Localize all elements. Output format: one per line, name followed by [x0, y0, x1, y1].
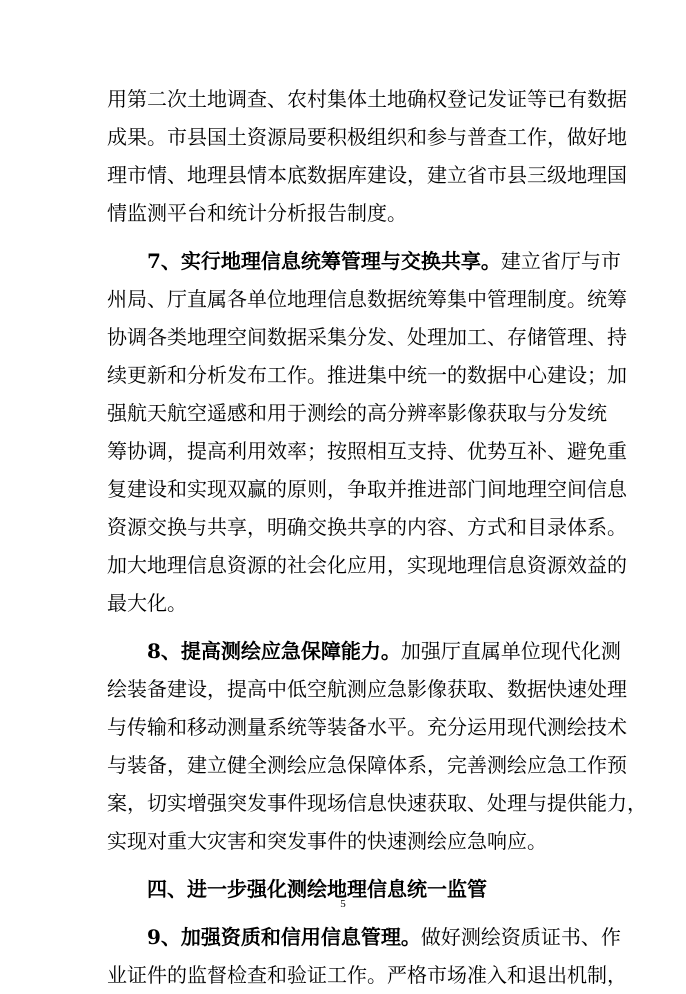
text-line: 最大化。	[107, 591, 187, 615]
text-line: 筹协调，提高利用效率；按照相互支持、优势互补、避免重	[107, 439, 627, 463]
text-line: 绘装备建设，提高中低空航测应急影像获取、数据快速处理	[107, 677, 627, 701]
text-line: 案，切实增强突发事件现场信息快速获取、处理与提供能力，	[107, 791, 647, 815]
text-line: 加大地理信息资源的社会化应用，实现地理信息资源效益的	[107, 553, 627, 577]
paragraph-land-survey-continuation	[107, 80, 627, 232]
text-line: 与装备，建立健全测绘应急保障体系，完善测绘应急工作预	[107, 753, 627, 777]
text-line: 理市情、地理县情本底数据库建设，建立省市县三级地理国	[107, 163, 627, 187]
text-line: 强航天航空遥感和用于测绘的高分辨率影像获取与分发统	[107, 401, 607, 425]
text-line: 情监测平台和统计分析报告制度。	[107, 201, 407, 225]
text-line: 州局、厅直属各单位地理信息数据统筹集中管理制度。统筹	[107, 287, 627, 311]
paragraph-item-8	[107, 632, 647, 860]
text-line: 与传输和移动测量系统等装备水平。充分运用现代测绘技术	[107, 715, 627, 739]
page-number: 5	[340, 898, 346, 910]
text-line: 协调各类地理空间数据采集分发、处理加工、存储管理、持	[107, 325, 627, 349]
text-line: 业证件的监督检查和验证工作。严格市场准入和退出机制，	[107, 963, 627, 987]
text-run: 做好测绘资质证书、作	[420, 925, 621, 949]
item-heading-7: 7、实行地理信息统筹管理与交换共享。	[147, 249, 501, 273]
text-line: 资源交换与共享，明确交换共享的内容、方式和目录体系。	[107, 515, 627, 539]
paragraph-item-9	[107, 918, 627, 994]
text-line	[107, 242, 621, 280]
text-line: 实现对重大灾害和突发事件的快速测绘应急响应。	[107, 829, 547, 853]
document-body	[107, 80, 647, 994]
text-run: 加强厅直属单位现代化测	[400, 639, 621, 663]
item-heading-9: 9、加强资质和信用信息管理。	[147, 925, 421, 949]
item-heading-8: 8、提高测绘应急保障能力。	[147, 639, 401, 663]
text-line: 复建设和实现双赢的原则，争取并推进部门间地理空间信息	[107, 477, 627, 501]
section-heading: 四、进一步强化测绘地理信息统一监管	[147, 877, 487, 901]
text-line: 续更新和分析发布工作。推进集中统一的数据中心建设；加	[107, 363, 627, 387]
text-line	[107, 632, 621, 670]
text-line	[107, 918, 621, 956]
text-line: 成果。市县国土资源局要积极组织和参与普查工作，做好地	[107, 125, 627, 149]
paragraph-item-7	[107, 242, 627, 622]
text-run: 建立省厅与市	[500, 249, 621, 273]
text-line: 用第二次土地调查、农村集体土地确权登记发证等已有数据	[107, 87, 627, 111]
